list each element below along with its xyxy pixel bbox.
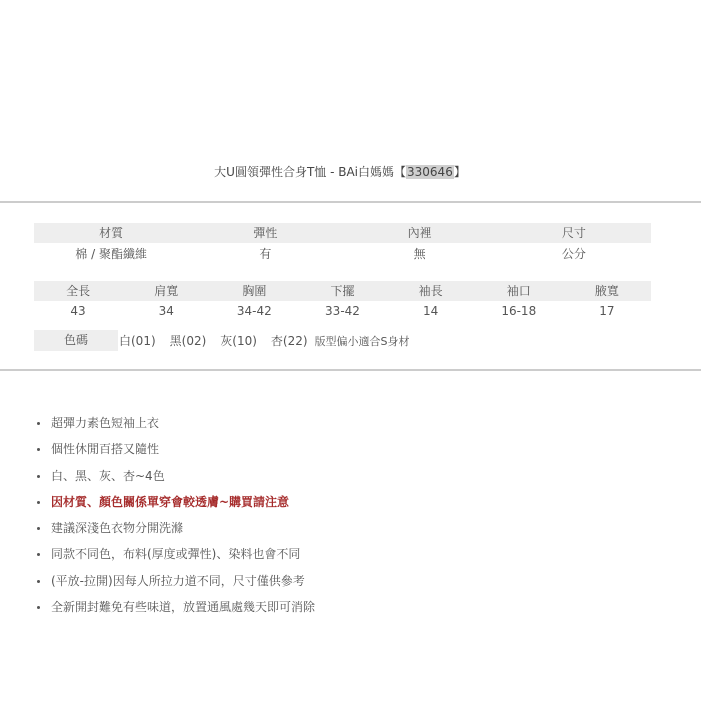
note-item <box>0 438 315 464</box>
note-item <box>0 412 315 438</box>
note-text: 全新開封難免有些味道，放置通風處幾天即可消除 <box>51 600 316 615</box>
top-divider <box>0 201 701 203</box>
bottom-divider <box>0 369 701 371</box>
note-item <box>0 570 315 596</box>
color-option: 灰(10) <box>220 334 257 348</box>
material-header-cell: 彈性 <box>253 226 278 240</box>
product-title-main: 大U圓領彈性合身T恤 - BAi白媽媽【 <box>214 165 407 179</box>
bullet-icon <box>37 475 40 478</box>
note-text: 因材質、顏色關係單穿會較透膚~購買請注意 <box>51 494 290 509</box>
size-value-cell: 17 <box>599 304 615 318</box>
size-value-cell: 33-42 <box>325 304 360 318</box>
note-text: 同款不同色，布料(厚度或彈性)、染料也會不同 <box>51 547 301 562</box>
size-header-cell: 胸圍 <box>242 284 267 298</box>
product-notes-list <box>0 412 315 622</box>
bullet-icon <box>37 527 40 530</box>
bullet-icon <box>37 501 40 504</box>
size-value-cell: 16-18 <box>501 304 537 318</box>
size-value-cell: 14 <box>422 304 439 318</box>
product-title-end: 】 <box>453 165 466 179</box>
material-value-cell: 有 <box>259 247 272 261</box>
size-header-cell: 腋寬 <box>594 284 619 298</box>
size-value-cell: 34-42 <box>236 304 272 318</box>
material-value-cell: 無 <box>413 247 426 261</box>
fit-note: 版型偏小適合S身材 <box>314 334 410 348</box>
bullet-icon <box>37 553 40 556</box>
size-table-header <box>34 281 651 301</box>
size-table-values <box>34 300 651 322</box>
note-text: 超彈力素色短袖上衣 <box>51 416 160 430</box>
size-value-cell: 43 <box>70 304 86 318</box>
color-option: 白(01) <box>119 334 156 348</box>
bullet-icon <box>37 422 40 425</box>
color-row <box>34 330 410 351</box>
size-header-cell: 全長 <box>66 284 91 298</box>
bullet-icon <box>37 580 40 583</box>
material-header-cell: 尺寸 <box>561 226 586 240</box>
bullet-icon <box>37 448 40 451</box>
material-value-cell: 公分 <box>561 247 586 261</box>
color-option: 黑(02) <box>169 334 207 348</box>
size-header-cell: 肩寬 <box>154 284 179 298</box>
size-header-cell: 袖長 <box>418 284 443 298</box>
product-title <box>0 163 680 180</box>
material-table-values <box>34 243 651 265</box>
note-text: 白、黑、灰、杏~4色 <box>51 468 165 483</box>
material-table-header <box>34 223 651 243</box>
material-header-cell: 內裡 <box>407 226 432 240</box>
size-header-cell: 袖口 <box>506 284 531 298</box>
note-text: (平放-拉開)因每人所拉力道不同，尺寸僅供參考 <box>51 573 305 588</box>
color-label: 色碼 <box>34 330 118 351</box>
note-item <box>0 543 315 569</box>
size-header-cell: 下擺 <box>330 284 355 298</box>
note-item <box>0 596 315 622</box>
note-text: 建議深淺色衣物分開洗滌 <box>51 521 184 536</box>
product-code: 330646 <box>407 165 453 179</box>
size-value-cell: 34 <box>158 304 174 318</box>
color-option: 杏(22) <box>270 334 308 348</box>
material-value-cell: 棉 / 聚酯纖維 <box>75 247 147 261</box>
note-item <box>0 517 315 543</box>
bullet-icon <box>37 606 40 609</box>
material-header-cell: 材質 <box>99 226 124 240</box>
note-item-warning <box>0 491 315 517</box>
note-item <box>0 465 315 491</box>
note-text: 個性休閒百搭又隨性 <box>51 442 160 457</box>
